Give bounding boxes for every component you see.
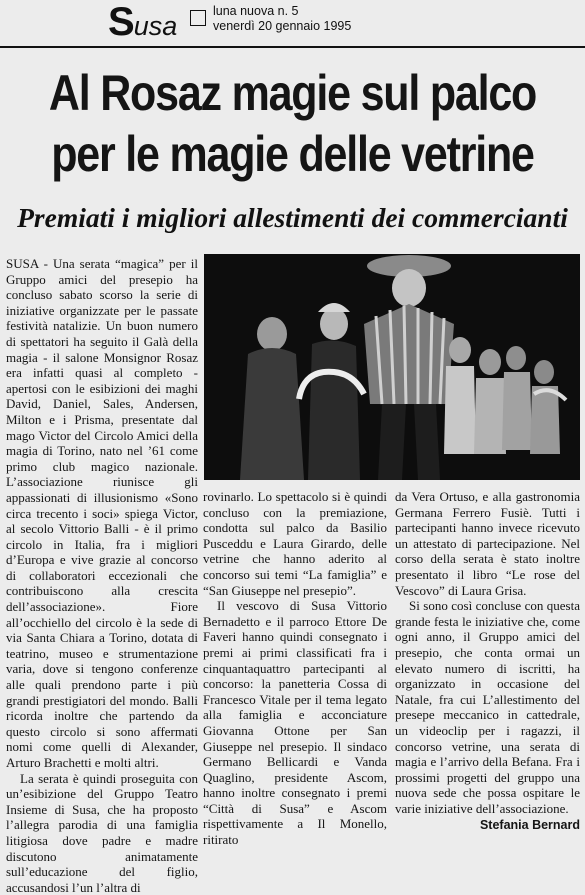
paragraph: Si sono così concluse con questa grande festa le iniziative che, come ogni anno, il Gruppo amici del presepio, che conta ormai un elevato numero di iscritti, ha organizzato in occasione del Natale, fra cui L’allestimento del presepe meccanico in cattedrale, un videoclip per i ragazzi, il concorso vetrine, una serata di magia e l’arrivo della Befana. Fra i prossimi progetti del gruppo una nuova sede che possa ospitare le varie iniziative dell’associazione. bbox=[395, 598, 580, 816]
paragraph: da Vera Ortuso, e alla gastronomia Germana Ferrero Fusiè. Tutti i partecipanti hanno invece ricevuto un attestato di partecipazione. Nel corso della serata è stato inoltre presentato il libro “Le rose del Vescovo” di Laura Grisa. bbox=[395, 489, 580, 598]
issue-date: venerdì 20 gennaio 1995 bbox=[213, 19, 352, 33]
issue-info bbox=[213, 4, 351, 34]
issue-number: luna nuova n. 5 bbox=[213, 4, 299, 18]
masthead bbox=[0, 0, 585, 46]
section-logo bbox=[108, 2, 177, 46]
masthead-rule bbox=[0, 46, 585, 48]
paragraph: Il vescovo di Susa Vittorio Bernadetto e il parroco Ettore De Faveri hanno quindi consegnato i premi ai primi classificati fra i cinquantaquattro partecipanti al concorso: la panetteria Cossa di Francesco Vitale per il tema legato alla famiglia e acconciature Giovanna Ottone per San Giuseppe nel presepio. Il sindaco Germano Bellicardi e Vanda Quaglino, presidente Ascom, hanno inoltre consegnato i premi “Città di Susa” e Ascom rispettivamente a Il Monello, ritirato bbox=[203, 598, 387, 848]
author-signature: Stefania Bernard bbox=[479, 818, 580, 833]
article-column-1 bbox=[6, 256, 198, 895]
article-column-2 bbox=[203, 489, 387, 848]
paragraph: La serata è quindi proseguita con un’esibizione del Gruppo Teatro Insieme di Susa, che ha proposto l’allegra parodia di una famiglia litigiosa dove padre e madre discutono animatamente sull’educazione del figlio, accusandosi l’un l’altra di bbox=[6, 770, 198, 895]
logo-rest: usa bbox=[133, 11, 178, 41]
checkbox-icon bbox=[190, 10, 206, 26]
article-column-3 bbox=[395, 489, 580, 834]
logo-initial: S bbox=[108, 0, 134, 44]
headline-line-1: Al Rosaz magie sul palco bbox=[48, 65, 537, 121]
paragraph: SUSA - Una serata “magica” per il Gruppo amici del presepio ha concluso sabato scorso la serie di iniziative organizzate per le passate festività natalizie. Un buon numero di spettatori ha seguito il Galà della magia - il salone Monsignor Rosaz era infatti quasi al completo - apertosi con le esibizioni dei maghi David, Daniel, Sales, Andersen, Milton e i Prisma, presentate dal mago Victor del Circolo Amici della magia di Torino, nato nel ’61 come primo club magico nazionale. L’associazione riunisce gli appassionati di illusionismo «Sono circa trecento i soci» spiega Victor, al secolo Vittorio Balli - è il primo circolo in Italia, fra i migliori d’Europa e vive grazie al concorso di collaboratori eccezionali che contribuiscono alla crescita dell’associazione». Fiore all’occhiello del circolo è la sede di via Santa Chiara a Torino, dotata di teatrino, museo e strumentazione varia, dove si tengono conferenze alle quali prendono parte i più grandi prestigiatori del mondo. Balli ricorda inoltre che partendo da questo circolo si sono affermati nomi come quelli di Alexander, Arturo Brachetti e molti altri. bbox=[6, 256, 198, 770]
magic-show-photo-image bbox=[204, 254, 580, 480]
paragraph: rovinarlo. Lo spettacolo si è quindi concluso con la premiazione, condotta sul palco da Basilio Pusceddu e Laura Girardo, delle vetrine che hanno aderito al concorso sui temi “La famiglia” e “San Giuseppe nel presepio”. bbox=[203, 489, 387, 598]
headline-line-2: per le magie delle vetrine bbox=[51, 126, 534, 182]
stage-photo bbox=[204, 254, 580, 480]
subheadline: Premiati i migliori allestimenti dei commercianti bbox=[17, 202, 568, 233]
